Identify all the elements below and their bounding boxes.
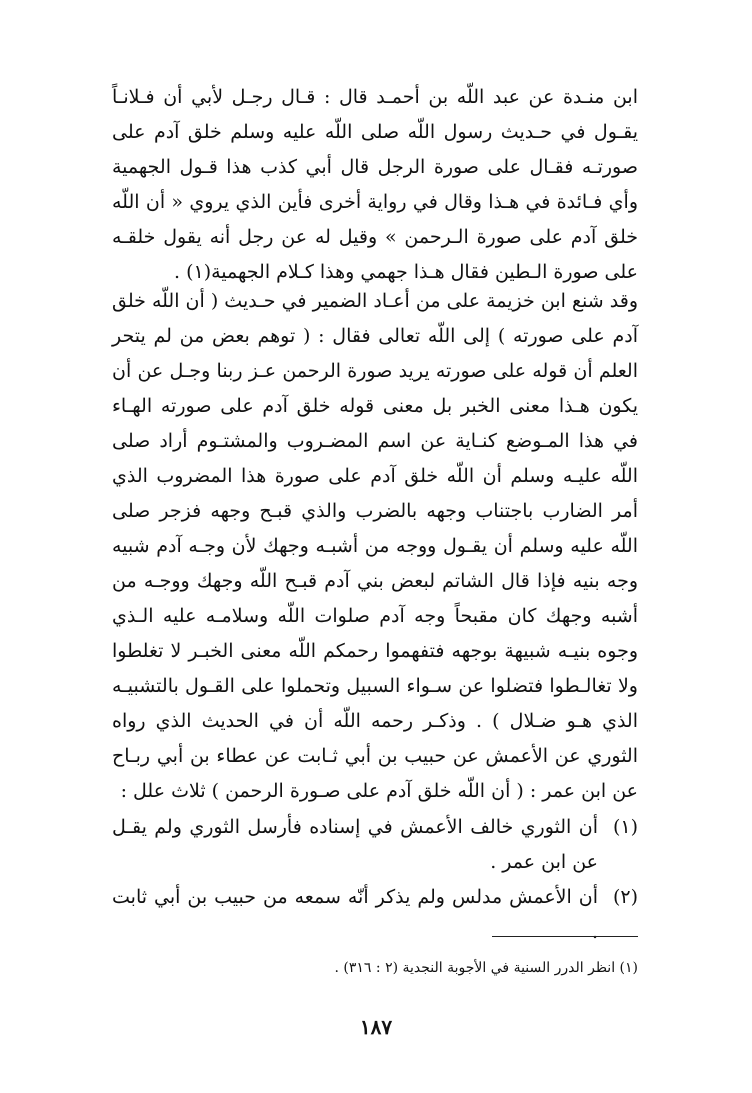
list-item <box>112 880 638 950</box>
list-item-text: أن الثوري خالف الأعمش في إسناده فأرسل الثوري ولم يقـل عن ابن عمر . <box>112 816 598 873</box>
paragraph-1: ابن منـدة عن عبد اللّه بن أحمـد قال : قـال رجـل لأبي أن فـلانـاً يقـول في حـديث رسول اللّه صلى اللّه عليه وسلم خلق آدم على صورتـه فقـال على صورة الرجل قال أبي كذب هذا قـول الجهمية وأي فـائدة في هـذا وقال في رواية أخرى فأين الذي يروي « أن اللّه خلق آدم على صورة الـرحمن » وقيل له عن رجل أنه يقول خلقـه على صورة الـطين فقال هـذا جهمي وهذا كـلام الجهمية(١) . <box>112 86 638 283</box>
list-item-text: أن الأعمش مدلس ولم يذكر أنّه سمعه من حبيب بن أبي ثابت . <box>112 886 598 943</box>
numbered-list <box>112 810 638 950</box>
page-number: ١٨٧ <box>359 1015 393 1039</box>
footnote-separator <box>492 936 638 937</box>
list-item-number: (٢) <box>612 886 638 908</box>
list-item-number: (١) <box>612 816 638 838</box>
footnote: (١) انظر الدرر السنية في الأجوبة النجدية (٢ : ٣١٦) . <box>334 960 638 976</box>
paragraph-2: وقد شنع ابن خزيمة على من أعـاد الضمير في حـديث ( أن اللّه خلق آدم على صورته ) إلى اللّه تعالى فقال : ( توهم بعض من لم يتحر العلم أن قوله على صورته يريد صورة الرحمن عـز ربنا وجـل عن أن يكون هـذا معنى الخبر بل معنى قوله خلق آدم على صورته الهـاء في هذا المـوضع كنـاية عن اسم المضـروب والمشتـوم أراد صلى اللّه عليـه وسلم أن اللّه خلق آدم على صورة هذا المضروب الذي أمر الضارب باجتناب وجهه بالضرب والذي قبـح وجهه فزجر صلى اللّه عليه وسلم أن يقـول ووجه من أشبـه وجهك لأن وجـه آدم شبيه وجه بنيه فإذا قال الشاتم لبعض بني آدم قبـح اللّه وجهك ووجـه من أشبه وجهك كان مقبحاً وجه آدم صلوات اللّه وسلامـه عليه الـذي وجوه بنيـه شبيهة بوجهه فتفهموا رحمكم اللّه معنى الخبـر لا تغلطوا ولا تغالـطوا فتضلوا عن سـواء السبيل وتحملوا على القـول بالتشبيـه الذي هـو ضـلال ) . وذكـر رحمه اللّه أن في الحديث الذي رواه الثوري عن الأعمش عن حبيب بن أبي ثـابت عن عطاء بن أبي ربـاح عن ابن عمر : ( أن اللّه خلق آدم على صـورة الرحمن ) ثلاث علل : <box>112 290 639 802</box>
list-item <box>112 810 638 880</box>
